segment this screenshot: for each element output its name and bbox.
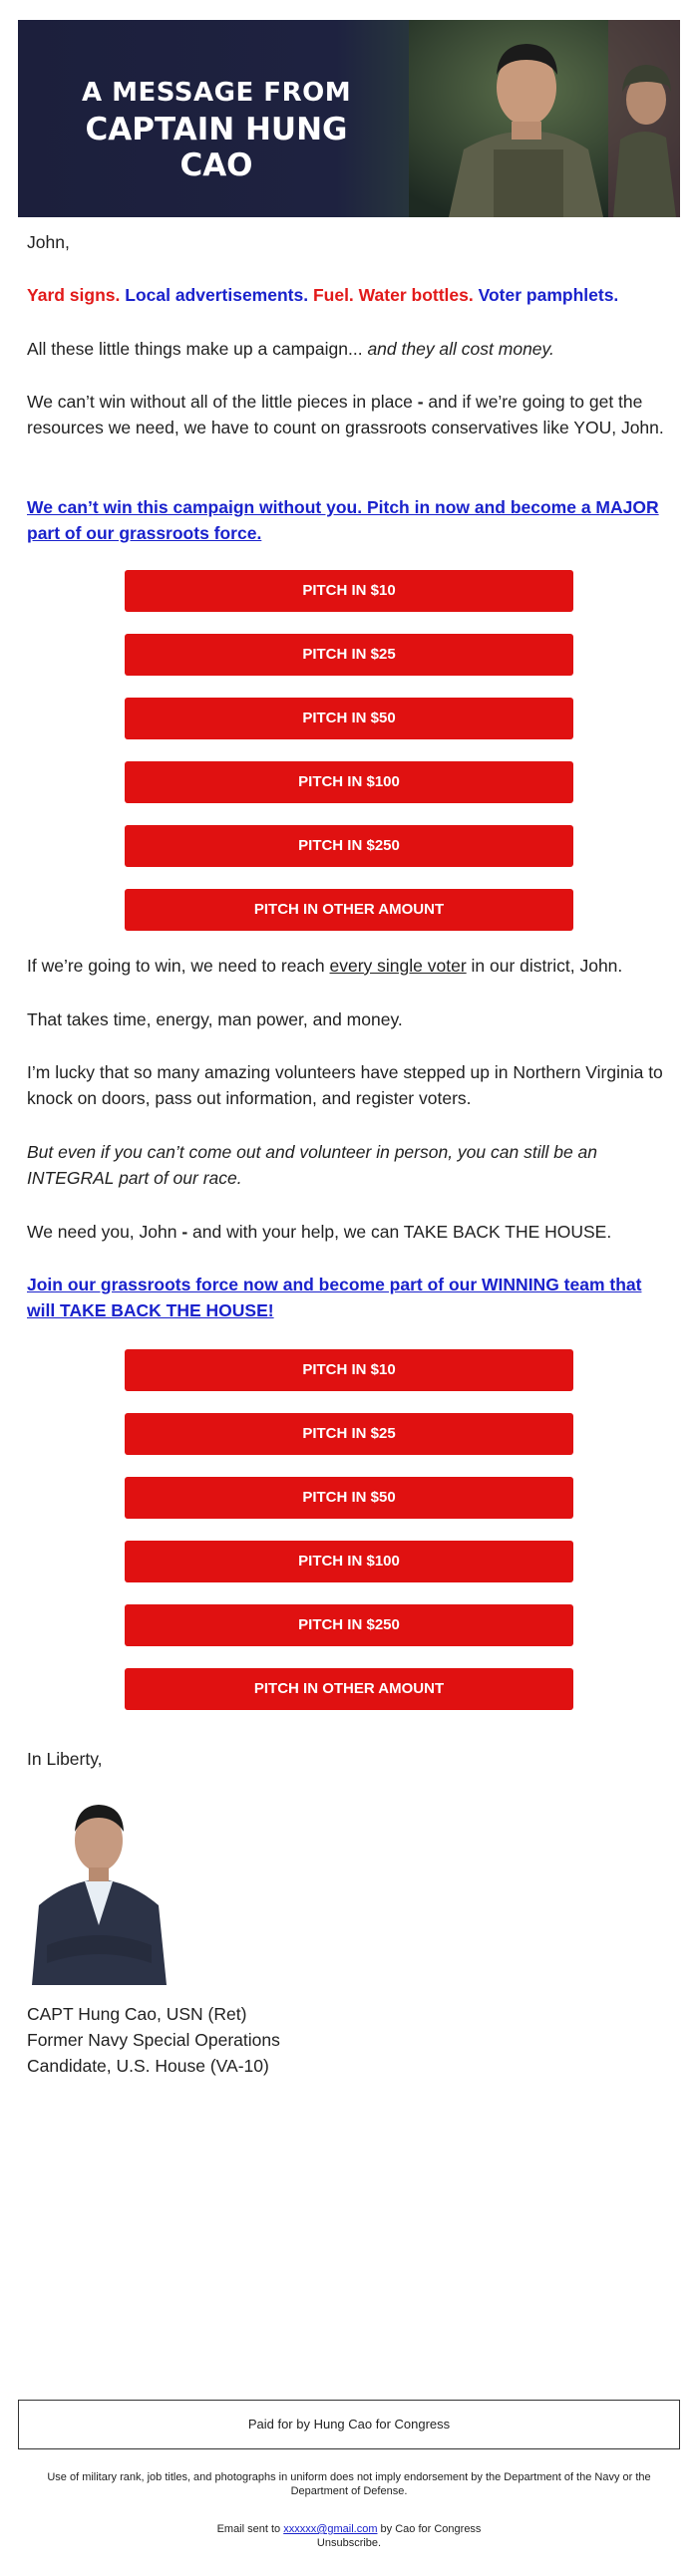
pitch-in-50-button[interactable]: PITCH IN $50	[125, 698, 573, 739]
cta-2	[27, 1272, 671, 1323]
para4-text: That takes time, energy, man power, and money.	[27, 1009, 403, 1029]
paid-for-box	[18, 2400, 680, 2449]
paid-for-text: Paid for by Hung Cao for Congress	[247, 2417, 451, 2432]
pitch-in-25-button[interactable]: PITCH IN $25	[125, 1413, 573, 1455]
greeting-block	[27, 229, 671, 255]
cta-link-1[interactable]: We can’t win this campaign without you. Pitch in now and become a MAJOR part of our grassroots force.	[27, 497, 659, 543]
pitch-in-10-button[interactable]: PITCH IN $10	[125, 1349, 573, 1391]
para7-dash: -	[181, 1222, 188, 1242]
para3-text-b: in our district, John.	[466, 956, 623, 976]
sent-suffix: by Cao for Congress	[377, 2523, 482, 2535]
pitch-in-250-button[interactable]: PITCH IN $250	[125, 825, 573, 867]
signature-line-2: Former Navy Special Operations	[27, 2030, 280, 2050]
pitch-in-other-amount-button[interactable]: PITCH IN OTHER AMOUNT	[125, 889, 573, 931]
disclaimer: Use of military rank, job titles, and photographs in uniform does not imply endorsement by the Department of the Navy or the Department of Defense.	[47, 2471, 651, 2497]
signoff: In Liberty,	[27, 1749, 103, 1769]
email-sent-info	[18, 2522, 680, 2550]
items-list	[27, 282, 671, 308]
paragraph-4	[27, 1006, 671, 1032]
signature-block	[27, 2001, 671, 2079]
para6-text: But even if you can’t come out and volunteer in person, you can still be an INTEGRAL part of our race.	[27, 1142, 598, 1188]
banner-title	[52, 78, 381, 183]
signature-line-1: CAPT Hung Cao, USN (Ret)	[27, 2004, 247, 2024]
para5-text: I’m lucky that so many amazing volunteers have stepped up in Northern Virginia to knock on doors, pass out information, and register voters.	[27, 1062, 663, 1108]
items-line	[27, 282, 671, 308]
paragraph-7	[27, 1219, 671, 1245]
paragraph-1	[27, 336, 671, 362]
pitch-in-50-button[interactable]: PITCH IN $50	[125, 1477, 573, 1519]
pitch-in-other-amount-button[interactable]: PITCH IN OTHER AMOUNT	[125, 1668, 573, 1710]
banner-line-2: CAPTAIN HUNG CAO	[85, 112, 348, 183]
pitch-in-250-button[interactable]: PITCH IN $250	[125, 1604, 573, 1646]
item-voter-pamphlets: Voter pamphlets.	[478, 285, 619, 305]
para3-text-a: If we’re going to win, we need to reach	[27, 956, 330, 976]
cta-link-2[interactable]: Join our grassroots force now and become part of our WINNING team that will TAKE BACK THE HOUSE!	[27, 1275, 642, 1320]
item-local-ads: Local advertisements.	[125, 285, 309, 305]
paragraph-5	[27, 1059, 671, 1111]
header-banner	[18, 20, 680, 217]
item-water-bottles: Water bottles.	[358, 285, 474, 305]
para1-italic: and they all cost money.	[367, 339, 554, 359]
signature-line-3: Candidate, U.S. House (VA-10)	[27, 2056, 269, 2076]
sent-prefix: Email sent to	[216, 2523, 284, 2535]
para2-text-b: and if we’re going to get the resources we need, we have to count on grassroots conservatives like YOU, John.	[27, 392, 664, 437]
candidate-portrait	[27, 1786, 172, 1985]
greeting: John,	[27, 232, 70, 252]
unsubscribe-link[interactable]: Unsubscribe.	[316, 2537, 382, 2549]
banner-line-1: A MESSAGE FROM	[81, 78, 352, 108]
pitch-in-10-button[interactable]: PITCH IN $10	[125, 570, 573, 612]
signoff-block	[27, 1746, 671, 1772]
paragraph-2	[27, 389, 671, 440]
para7-text-a: We need you, John	[27, 1222, 182, 1242]
para3-underline: every single voter	[329, 956, 467, 976]
pitch-in-100-button[interactable]: PITCH IN $100	[125, 1541, 573, 1582]
para2-text-a: We can’t win without all of the little pieces in place	[27, 392, 418, 412]
para1-text: All these little things make up a campaign...	[27, 339, 368, 359]
cta-1	[27, 494, 671, 546]
candidate-banner-photo	[409, 20, 680, 217]
item-yard-signs: Yard signs.	[27, 285, 121, 305]
paragraph-6	[27, 1139, 671, 1191]
recipient-email-link[interactable]: xxxxxx@gmail.com	[283, 2523, 378, 2535]
pitch-in-25-button[interactable]: PITCH IN $25	[125, 634, 573, 676]
pitch-in-100-button[interactable]: PITCH IN $100	[125, 761, 573, 803]
paragraph-3	[27, 953, 671, 979]
para7-text-b: and with your help, we can TAKE BACK THE HOUSE.	[187, 1222, 612, 1242]
item-fuel: Fuel.	[312, 285, 354, 305]
para2-dash: -	[417, 392, 424, 412]
